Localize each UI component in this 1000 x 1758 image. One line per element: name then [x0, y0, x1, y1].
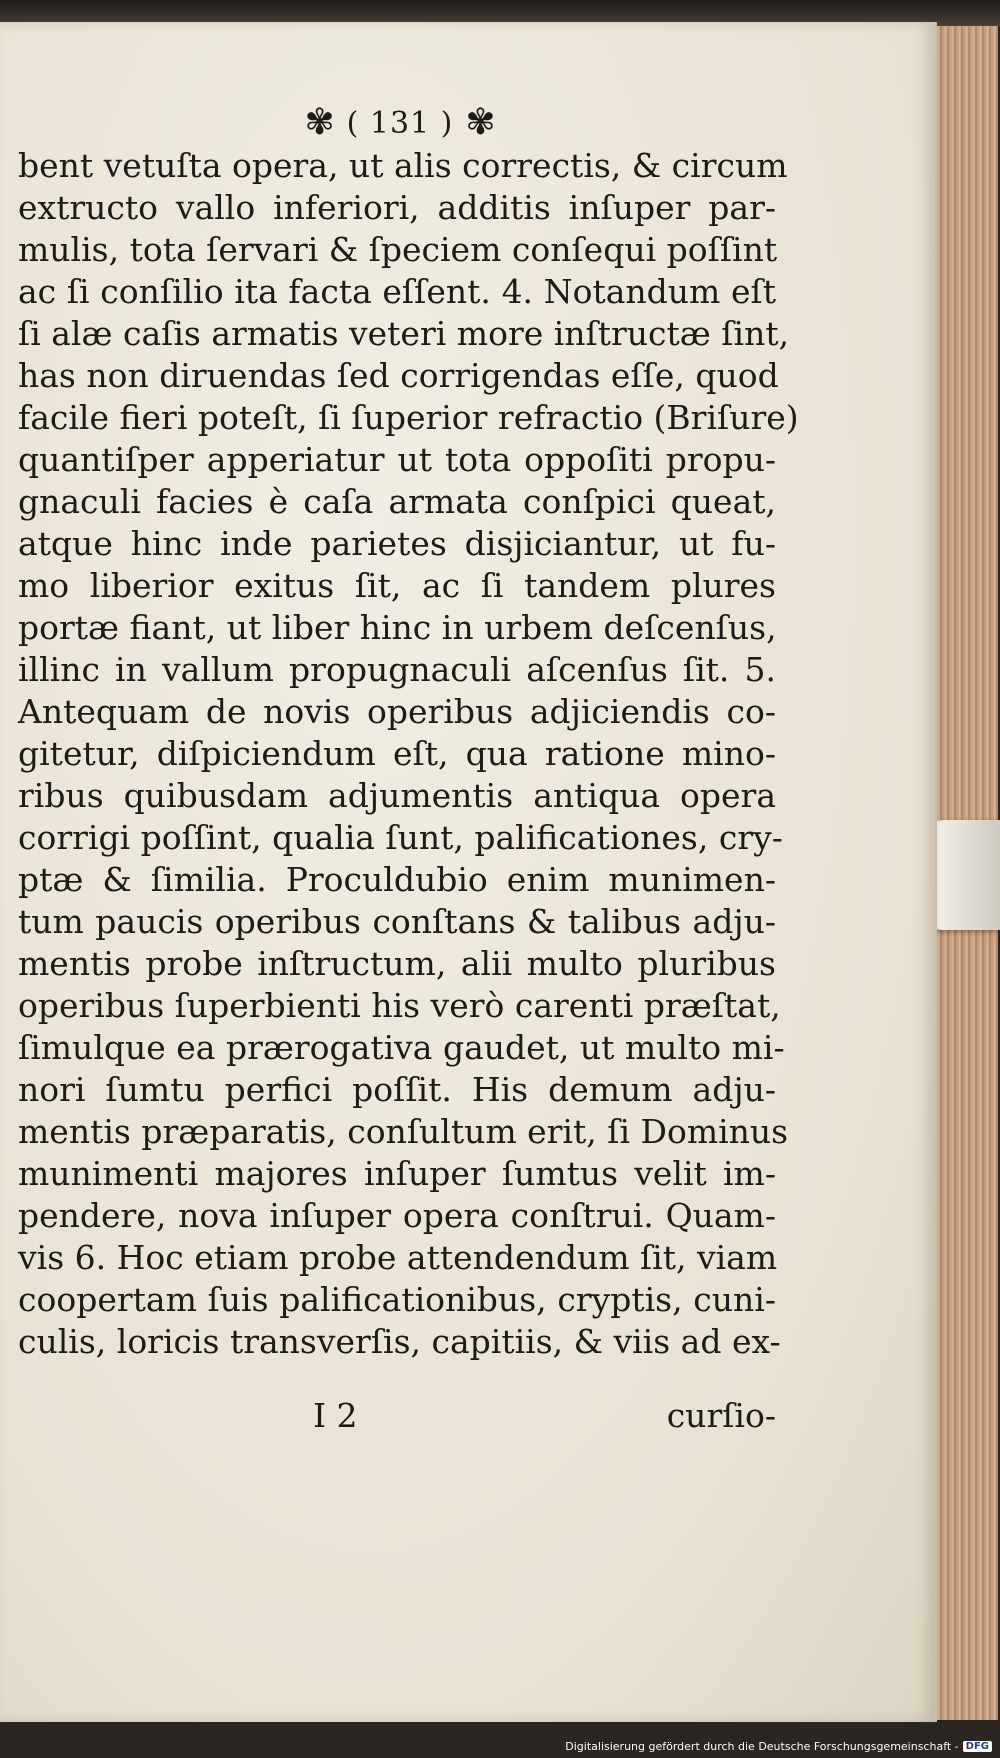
text-line: gitetur, diſpiciendum eſt, qua ratione mino-	[18, 734, 776, 773]
text-line: extructo vallo inferiori, additis inſuper par-	[18, 188, 776, 227]
text-line: nori ſumtu perfici poſſit. His demum adju-	[18, 1070, 776, 1109]
text-line: illinc in vallum propugnaculi aſcenſus ſit. 5.	[18, 650, 776, 689]
page-number: ( 131 )	[346, 105, 454, 141]
text-line: mulis, tota ſervari & ſpeciem conſequi poſſint	[18, 230, 778, 269]
text-line: quantiſper apperiatur ut tota oppoſiti propu-	[18, 440, 776, 479]
text-line: culis, loricis transverſis, capitiis, & viis ad ex-	[18, 1322, 781, 1361]
text-line: ribus quibusdam adjumentis antiqua opera	[18, 776, 776, 815]
ornament-right-icon: ✾	[465, 102, 496, 143]
body-text	[18, 145, 799, 1363]
page-footer	[18, 1396, 776, 1440]
text-line: mo liberior exitus ſit, ac ſi tandem plures	[18, 566, 776, 605]
text-line: tum paucis operibus conſtans & talibus adju-	[18, 902, 776, 941]
text-line: has non diruendas ſed corrigendas eſſe, quod	[18, 356, 779, 395]
text-line: mentis præparatis, conſultum erit, ſi Dominus	[18, 1112, 789, 1151]
catchword: curſio-	[666, 1396, 776, 1435]
text-line: pendere, nova inſuper opera conſtrui. Quam-	[18, 1196, 776, 1235]
signature-mark: I 2	[313, 1396, 358, 1435]
text-line: ptæ & ſimilia. Proculdubio enim munimen-	[18, 860, 776, 899]
text-line: ſimulque ea prærogativa gaudet, ut multo mi-	[18, 1028, 785, 1067]
text-line: mentis probe inſtructum, alii multo pluribus	[18, 944, 776, 983]
digitization-credit	[565, 1740, 992, 1753]
text-line: munimenti majores inſuper ſumtus velit im-	[18, 1154, 776, 1193]
text-line: Antequam de novis operibus adjiciendis co-	[18, 692, 776, 731]
page-header	[300, 98, 500, 148]
text-line: vis 6. Hoc etiam probe attendendum ſit, viam	[18, 1238, 778, 1277]
dfg-logo-icon: DFG	[963, 1741, 992, 1752]
text-line: facile fieri poteſt, ſi ſuperior refractio (Briſure)	[18, 398, 799, 437]
text-line: bent vetuſta opera, ut alis correctis, & circum	[18, 146, 788, 185]
text-line: corrigi poſſint, qualia ſunt, palificationes, cry-	[18, 818, 783, 857]
text-line: portæ fiant, ut liber hinc in urbem deſcenſus,	[18, 608, 777, 647]
text-line: ac ſi conſilio ita facta eſſent. 4. Notandum eſt	[18, 272, 776, 311]
text-line: atque hinc inde parietes disjiciantur, ut fu-	[18, 524, 776, 563]
text-line: ſi alæ caſis armatis veteri more inſtructæ ſint,	[18, 314, 790, 353]
text-line: operibus ſuperbienti his verò carenti præſtat,	[18, 986, 781, 1025]
ornament-left-icon: ✾	[304, 102, 335, 143]
text-line: gnaculi facies è caſa armata conſpici queat,	[18, 482, 776, 521]
text-line: coopertam ſuis palificationibus, cryptis, cuni-	[18, 1280, 776, 1319]
credit-text: Digitalisierung gefördert durch die Deutsche Forschungsgemeinschaft -	[565, 1740, 959, 1753]
